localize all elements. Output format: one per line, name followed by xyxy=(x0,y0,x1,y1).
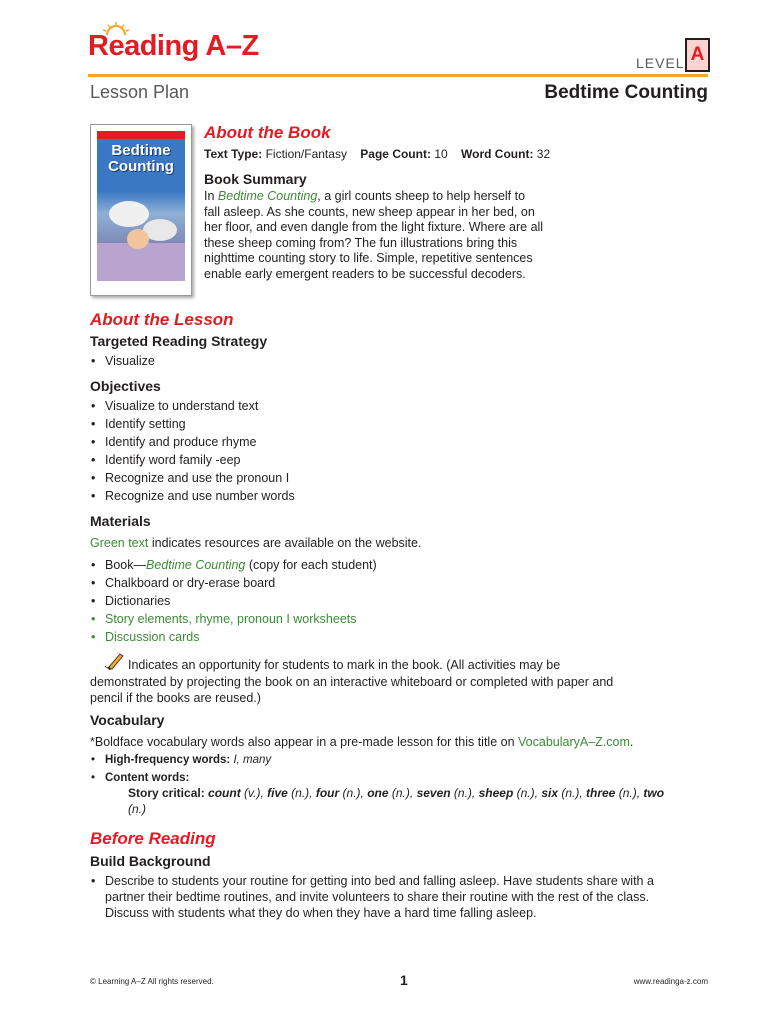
vocabulary-note xyxy=(90,734,710,750)
brand-logo: Reading A–Z xyxy=(88,30,259,62)
vocab-part-of-speech: (n.), xyxy=(450,786,479,800)
story-critical-word-list xyxy=(128,786,664,816)
vocab-word: four xyxy=(315,786,340,800)
cover-bed-illustration xyxy=(97,243,185,281)
vocab-word: one xyxy=(367,786,389,800)
book-summary-text xyxy=(204,189,544,283)
book-cover-image xyxy=(90,124,192,296)
mark-in-book-note: Indicates an opportunity for students to mark in the book. (All activities may be demonstrated by projecting the book on an interactive whiteboard or completed with paper and pencil if the books are reused.) xyxy=(90,658,614,705)
list-item: • Identify setting xyxy=(90,415,690,433)
story-critical-label: Story critical: xyxy=(128,786,205,800)
list-item: • Describe to students your routine for getting into bed and falling asleep. Have students share with a partner their bedtime routines, and invite volunteers to share their routine with the rest of the class. Discuss with students what they do when they have a hard time falling asleep. xyxy=(90,873,670,921)
footer-website: www.readinga-z.com xyxy=(633,977,708,986)
vocabulary-note-text: *Boldface vocabulary words also appear in a pre-made lesson for this title on xyxy=(90,735,519,749)
about-book-heading: About the Book xyxy=(204,123,331,142)
content-words-label: Content words: xyxy=(105,772,190,784)
list-item: • Visualize xyxy=(90,352,690,370)
vocab-word: three xyxy=(586,786,616,800)
vocab-part-of-speech: (v.), xyxy=(240,786,268,800)
list-item: • Visualize to understand text xyxy=(90,397,690,415)
footer-copyright: © Learning A–Z All rights reserved. xyxy=(90,977,214,986)
list-item: • Identify and produce rhyme xyxy=(90,433,690,451)
cover-title-line1: Bedtime xyxy=(111,142,171,159)
book-summary-heading: Book Summary xyxy=(204,171,307,187)
page-number: 1 xyxy=(400,972,408,988)
vocab-part-of-speech: (n.), xyxy=(339,786,368,800)
word-count-value: 32 xyxy=(536,147,551,161)
vocab-part-of-speech: (n.) xyxy=(128,802,146,816)
page-title: Bedtime Counting xyxy=(544,82,708,103)
vocab-word: six xyxy=(541,786,558,800)
materials-heading: Materials xyxy=(90,513,151,529)
strategy-list xyxy=(90,352,690,370)
vocab-word: five xyxy=(267,786,288,800)
discussion-cards-link[interactable]: • Discussion cards xyxy=(90,628,690,646)
word-count-label: Word Count: xyxy=(461,147,534,161)
document-type: Lesson Plan xyxy=(90,82,190,102)
cover-level-band xyxy=(97,131,185,139)
summary-text: , a girl counts sheep to help herself to fall asleep. As she counts, new sheep appear in her bed, on her floor, and even dangle from the light fixture. Where are all these sheep coming from? The fun illustrations bring this nighttime counting story to life. Simple, repetitive sentences enable early emergent readers to be successful decoders. xyxy=(204,189,544,281)
vocab-part-of-speech: (n.), xyxy=(615,786,644,800)
header-divider xyxy=(88,74,708,77)
page-count-value: 10 xyxy=(434,147,448,161)
level-label: LEVEL xyxy=(636,55,685,71)
list-item xyxy=(90,556,690,574)
level-badge: A xyxy=(685,38,710,72)
page-count-label: Page Count: xyxy=(360,147,431,161)
vocabulary-note-end: . xyxy=(629,735,634,749)
material-book-prefix: Book— xyxy=(105,558,146,572)
vocab-word: count xyxy=(208,786,241,800)
vocab-word: two xyxy=(643,786,665,800)
build-background-list xyxy=(90,873,670,921)
list-item xyxy=(90,751,690,769)
list-item: • Dictionaries xyxy=(90,592,690,610)
list-item: • Identify word family -eep xyxy=(90,451,690,469)
vocab-part-of-speech: (n.), xyxy=(513,786,542,800)
cover-title-line2: Counting xyxy=(108,158,174,175)
build-background-heading: Build Background xyxy=(90,853,211,869)
high-frequency-words: I, many xyxy=(233,754,272,766)
cover-girl-illustration xyxy=(127,229,149,249)
vocab-part-of-speech: (n.), xyxy=(388,786,417,800)
vocab-word: seven xyxy=(416,786,451,800)
strategy-heading: Targeted Reading Strategy xyxy=(90,333,268,349)
objectives-list xyxy=(90,397,690,505)
worksheets-link[interactable]: • Story elements, rhyme, pronoun I worksheets xyxy=(90,610,690,628)
vocabulary-az-link[interactable]: VocabularyA–Z.com xyxy=(518,735,630,749)
cover-sheep-illustration xyxy=(109,201,149,227)
summary-text: In xyxy=(204,189,218,203)
text-type-value: Fiction/Fantasy xyxy=(265,147,347,161)
story-critical-words xyxy=(128,785,668,817)
materials-list xyxy=(90,556,690,646)
vocabulary-list xyxy=(90,751,690,787)
book-meta xyxy=(204,147,550,161)
vocab-part-of-speech: (n.), xyxy=(287,786,316,800)
green-text-legend: Green text xyxy=(90,536,149,550)
vocabulary-heading: Vocabulary xyxy=(90,712,165,728)
cover-title xyxy=(97,143,185,175)
materials-note xyxy=(90,535,690,551)
list-item: • Chalkboard or dry-erase board xyxy=(90,574,690,592)
text-type-label: Text Type: xyxy=(204,147,263,161)
before-reading-heading: Before Reading xyxy=(90,829,216,848)
vocab-part-of-speech: (n.), xyxy=(558,786,587,800)
list-item: • Recognize and use the pronoun I xyxy=(90,469,690,487)
materials-note-text: indicates resources are available on the website. xyxy=(148,536,422,550)
summary-book-title-link[interactable]: Bedtime Counting xyxy=(217,189,318,203)
about-lesson-heading: About the Lesson xyxy=(90,310,234,329)
book-title-link[interactable]: Bedtime Counting xyxy=(146,558,246,572)
material-book-suffix: (copy for each student) xyxy=(245,558,377,572)
list-item: • Recognize and use number words xyxy=(90,487,690,505)
vocab-word: sheep xyxy=(478,786,514,800)
high-frequency-label: High-frequency words: xyxy=(105,754,231,766)
objectives-heading: Objectives xyxy=(90,378,161,394)
